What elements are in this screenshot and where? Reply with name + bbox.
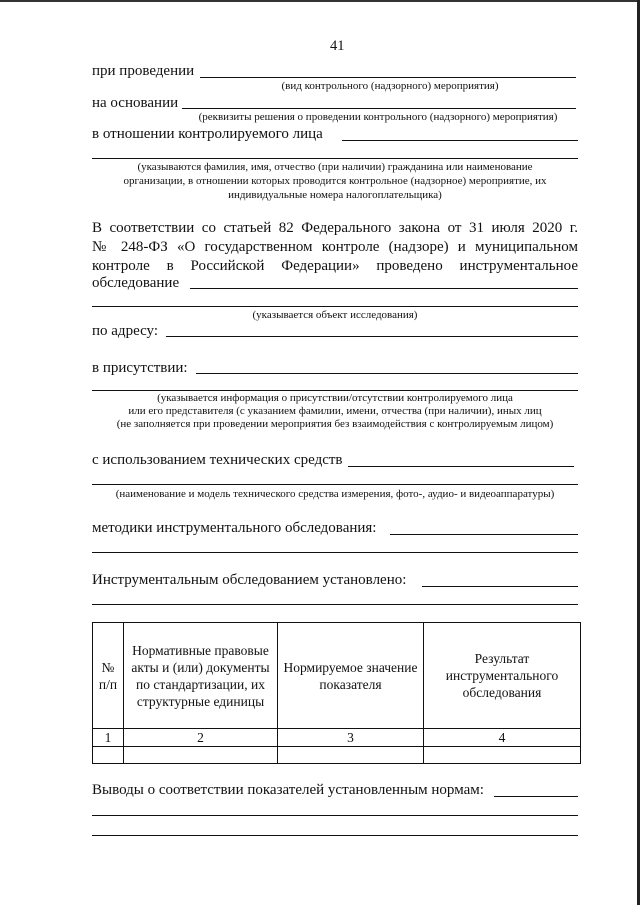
conclusions-label: Выводы о соответствии показателей установленным нормам: <box>92 782 484 798</box>
table-cell[interactable] <box>124 747 278 764</box>
results-table <box>92 622 581 764</box>
paragraph-line-4: обследование <box>92 275 180 291</box>
table-cell: 1 <box>93 729 124 747</box>
tech-field-line-2[interactable] <box>92 484 578 485</box>
header-number: № п/п <box>93 623 124 729</box>
event-label: при проведении <box>92 63 195 79</box>
tech-label: с использованием технических средств <box>92 452 343 468</box>
conclusions-field-line[interactable] <box>494 796 578 797</box>
object-field-line-2[interactable] <box>92 306 578 307</box>
paragraph-line-1: В соответствии со статьей 82 Федерального закона от 31 июля 2020 г. <box>92 220 578 236</box>
table-numbering-row <box>93 729 581 747</box>
table-cell: 4 <box>424 729 581 747</box>
conclusions-field-line-3[interactable] <box>92 835 578 836</box>
presence-caption-3: (не заполняется при проведении мероприятия без взаимодействия с контролируемым лицом) <box>116 418 554 430</box>
established-label: Инструментальным обследованием установлено: <box>92 572 407 588</box>
presence-label: в присутствии: <box>92 360 188 376</box>
presence-field-line-2[interactable] <box>92 390 578 391</box>
presence-caption-1: (указывается информация о присутствии/отсутствии контролируемого лица <box>157 392 513 404</box>
paragraph-line-3: контроле в Российской Федерации» проведено инструментальное <box>92 258 578 274</box>
basis-caption: (реквизиты решения о проведении контрольного (надзорного) мероприятия) <box>198 111 558 123</box>
presence-field-line[interactable] <box>196 373 578 374</box>
table-cell[interactable] <box>278 747 424 764</box>
basis-label: на основании <box>92 95 179 111</box>
header-norm-value: Нормируемое значение показателя <box>278 623 424 729</box>
subject-caption-2: организации, в отношении которых проводится контрольное (надзорное) мероприятие, их <box>123 175 547 187</box>
basis-field-line[interactable] <box>182 108 576 109</box>
subject-label: в отношении контролируемого лица <box>92 126 323 142</box>
methods-label: методики инструментального обследования: <box>92 520 377 536</box>
table-row[interactable] <box>93 747 581 764</box>
methods-field-line-2[interactable] <box>92 552 578 553</box>
address-label: по адресу: <box>92 323 159 339</box>
established-field-line-2[interactable] <box>92 604 578 605</box>
tech-field-line[interactable] <box>348 466 574 467</box>
table-cell[interactable] <box>93 747 124 764</box>
paragraph-line-2: № 248-ФЗ «О государственном контроле (надзоре) и муниципальном <box>92 239 578 255</box>
conclusions-field-line-2[interactable] <box>92 815 578 816</box>
header-result: Результат инструментального обследования <box>424 623 581 729</box>
object-caption: (указывается объект исследования) <box>252 309 418 321</box>
subject-field-line[interactable] <box>342 140 578 141</box>
event-field-line[interactable] <box>200 77 576 78</box>
table-cell: 3 <box>278 729 424 747</box>
table-header-row <box>93 623 581 729</box>
subject-caption-3: индивидуальные номера налогоплательщика) <box>228 189 442 201</box>
address-field-line[interactable] <box>166 336 578 337</box>
methods-field-line[interactable] <box>390 534 578 535</box>
object-field-line[interactable] <box>190 288 578 289</box>
header-normative-acts: Нормативные правовые акты и (или) документы по стандартизации, их структурные единицы <box>124 623 278 729</box>
tech-caption: (наименование и модель технического средства измерения, фото-, аудио- и видеоаппаратуры) <box>115 488 555 500</box>
page-number: 41 <box>330 38 345 54</box>
event-caption: (вид контрольного (надзорного) мероприятия) <box>281 80 499 92</box>
table-cell: 2 <box>124 729 278 747</box>
established-field-line[interactable] <box>422 586 578 587</box>
scan-top-edge <box>0 0 640 2</box>
presence-caption-2: или его представителя (с указанием фамилии, имени, отчества (при наличии), иных лиц <box>128 405 542 417</box>
subject-caption-1: (указываются фамилия, имя, отчество (при наличии) гражданина или наименование <box>137 161 533 173</box>
subject-field-line-2[interactable] <box>92 158 578 159</box>
table-cell[interactable] <box>424 747 581 764</box>
